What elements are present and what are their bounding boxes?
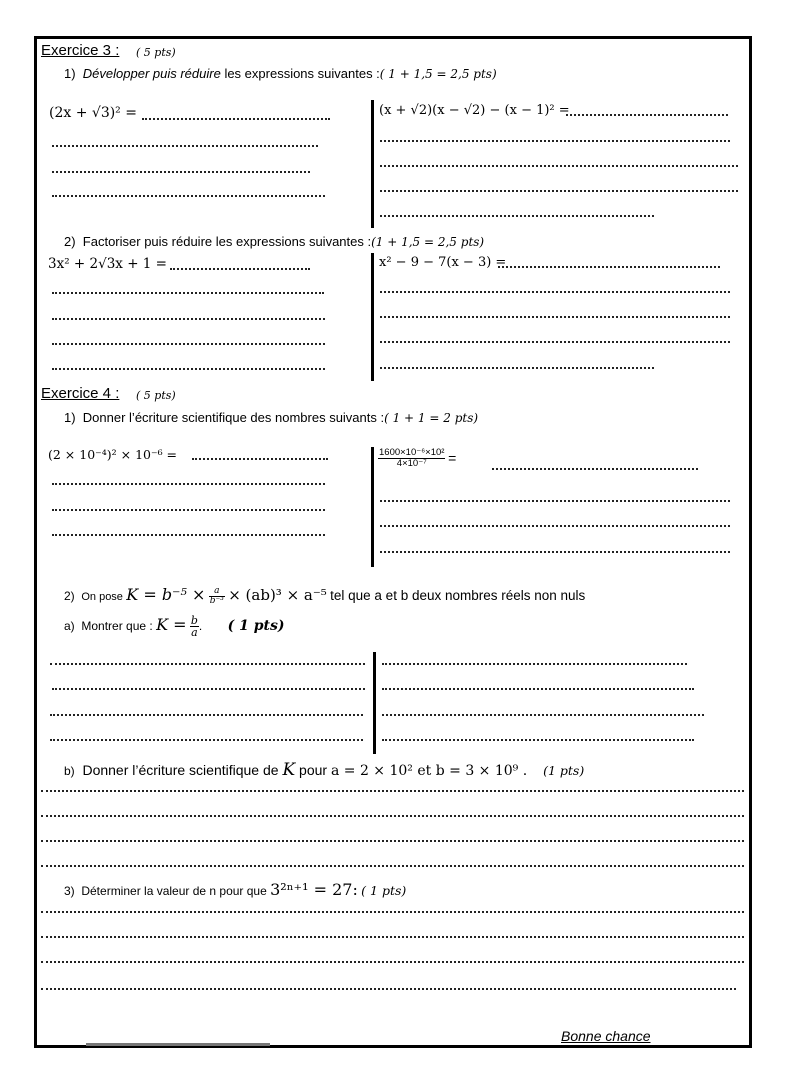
exercise4-title xyxy=(41,385,119,402)
exercise3-q2-instruction xyxy=(64,234,484,249)
fraction-denominator: a xyxy=(191,626,198,640)
answer-line[interactable] xyxy=(41,790,744,792)
answer-line[interactable] xyxy=(566,114,728,116)
fraction-numerator: 1600×10⁻⁶×10² xyxy=(379,447,445,458)
column-divider xyxy=(371,447,374,567)
answer-line[interactable] xyxy=(52,688,365,690)
answer-line[interactable] xyxy=(382,688,694,690)
q2b-text: Donner l’écriture scientifique de xyxy=(82,762,279,778)
answer-line[interactable] xyxy=(380,551,730,553)
answer-line[interactable] xyxy=(380,215,654,217)
ex4-q1-expr-right xyxy=(378,448,456,468)
exercise3-q1-instruction xyxy=(64,66,497,81)
answer-line[interactable] xyxy=(41,815,744,817)
answer-line[interactable] xyxy=(142,118,330,120)
answer-line[interactable] xyxy=(41,911,744,913)
ex3-q2-expr-left: 3x² + 2√3x + 1 = xyxy=(48,256,167,272)
ex4-q1-expr-left: (2 × 10⁻⁴)² × 10⁻⁶ = xyxy=(48,447,178,462)
answer-line[interactable] xyxy=(52,509,325,511)
q2-fraction xyxy=(209,587,225,606)
answer-line[interactable] xyxy=(382,739,694,741)
fraction-denominator: b⁻³ xyxy=(209,596,224,607)
q3-equation: 3²ⁿ⁺¹ = 27: xyxy=(270,880,358,899)
answer-line[interactable] xyxy=(41,988,736,990)
q1-points: ( 1 + 1,5 = 2,5 pts) xyxy=(379,67,497,81)
column-divider xyxy=(371,100,374,228)
q2-intro: On pose xyxy=(81,591,123,603)
exercise3-title xyxy=(41,42,119,59)
q2-instruction: Factoriser puis réduire les expressions suivantes : xyxy=(82,234,372,249)
answer-line[interactable] xyxy=(52,171,310,173)
q2b-pour: pour xyxy=(299,762,328,778)
equals-sign: = xyxy=(448,450,457,466)
answer-line[interactable] xyxy=(382,663,687,665)
answer-line[interactable] xyxy=(380,500,730,502)
exercise4-q2a: a) Montrer que : K = $\frac{b}{a}$ . ( 1 pts) xyxy=(64,614,285,640)
answer-line[interactable] xyxy=(380,190,738,192)
answer-line[interactable] xyxy=(50,714,363,716)
q2a-fraction xyxy=(190,615,199,638)
fraction xyxy=(378,448,445,468)
answer-line[interactable] xyxy=(52,483,325,485)
answer-line[interactable] xyxy=(50,739,363,741)
exercise4-q1-instruction xyxy=(64,410,478,425)
answer-line[interactable] xyxy=(380,291,730,293)
q3-points: ( 1 pts) xyxy=(361,883,407,898)
answer-line[interactable] xyxy=(52,292,324,294)
exercise4-q2b xyxy=(64,760,584,780)
answer-line[interactable] xyxy=(52,368,325,370)
q2b-points: (1 pts) xyxy=(543,763,585,778)
answer-line[interactable] xyxy=(52,195,325,197)
closing-text: Bonne chance xyxy=(561,1028,651,1044)
exercise3-title-text: Exercice 3 : xyxy=(41,42,120,59)
answer-line[interactable] xyxy=(492,468,698,470)
q1-number: 1) xyxy=(64,410,76,425)
q2b-label: b) xyxy=(64,764,75,778)
column-divider xyxy=(373,652,376,754)
q2a-points: ( 1 pts) xyxy=(227,618,285,634)
answer-line[interactable] xyxy=(380,341,730,343)
fraction-numerator: b xyxy=(190,614,198,628)
answer-line[interactable] xyxy=(192,458,328,460)
q2b-k: K xyxy=(282,760,296,780)
signature-line xyxy=(86,1043,270,1046)
ex3-q2-expr-right: x² − 9 − 7(x − 3) = xyxy=(379,255,507,270)
q2a-label: a) xyxy=(64,619,75,633)
answer-line[interactable] xyxy=(41,936,744,938)
exercise4-points: ( 5 pts) xyxy=(136,389,176,402)
answer-line[interactable] xyxy=(52,318,325,320)
ex3-q1-expr-right: (x + √2)(x − √2) − (x − 1)² = xyxy=(379,103,570,118)
fraction-numerator: a xyxy=(209,587,225,597)
answer-line[interactable] xyxy=(380,367,654,369)
q2-points: (1 + 1,5 = 2,5 pts) xyxy=(371,235,485,249)
q1-instruction: Donner l’écriture scientifique des nombres suivants : xyxy=(82,410,385,425)
answer-line[interactable] xyxy=(380,140,730,142)
answer-line[interactable] xyxy=(380,316,730,318)
q2-formula-rest: × (ab)³ × a⁻⁵ xyxy=(228,586,327,604)
q2-condition: tel que a et b deux nombres réels non nuls xyxy=(330,588,586,603)
q3-text: Déterminer la valeur de n pour que xyxy=(81,884,267,898)
answer-line[interactable] xyxy=(41,865,744,867)
answer-line[interactable] xyxy=(52,145,318,147)
column-divider xyxy=(371,253,374,381)
q2a-formula-k: K = xyxy=(156,615,187,634)
q1-instruction-italic: Développer puis réduire xyxy=(82,66,221,81)
answer-line[interactable] xyxy=(52,343,325,345)
exercise4-q3 xyxy=(64,880,406,899)
q1-number: 1) xyxy=(64,66,76,81)
answer-line[interactable] xyxy=(382,714,704,716)
q2-formula-k: K = b⁻⁵ × xyxy=(126,585,206,604)
q2-number: 2) xyxy=(64,234,76,249)
q2-number: 2) xyxy=(64,589,75,603)
answer-line[interactable] xyxy=(52,534,325,536)
answer-line[interactable] xyxy=(41,961,744,963)
q1-instruction-rest: les expressions suivantes : xyxy=(220,66,380,81)
answer-line[interactable] xyxy=(170,268,310,270)
answer-line[interactable] xyxy=(41,840,744,842)
exercise3-points: ( 5 pts) xyxy=(136,46,176,59)
exercise4-title-text: Exercice 4 : xyxy=(41,385,120,402)
answer-line[interactable] xyxy=(380,525,730,527)
answer-line[interactable] xyxy=(50,663,365,665)
q1-points: ( 1 + 1 = 2 pts) xyxy=(384,411,479,425)
answer-line[interactable] xyxy=(498,266,720,268)
exercise4-q2-statement xyxy=(64,585,585,606)
ex3-q1-expr-left: (2x + √3)² = xyxy=(49,105,137,121)
answer-line[interactable] xyxy=(380,165,738,167)
q2a-text: Montrer que : xyxy=(81,619,153,633)
q2b-values: a = 2 × 10² et b = 3 × 10⁹ . xyxy=(330,763,528,779)
fraction-denominator: 4×10⁻⁷ xyxy=(396,457,427,469)
q3-number: 3) xyxy=(64,884,75,898)
